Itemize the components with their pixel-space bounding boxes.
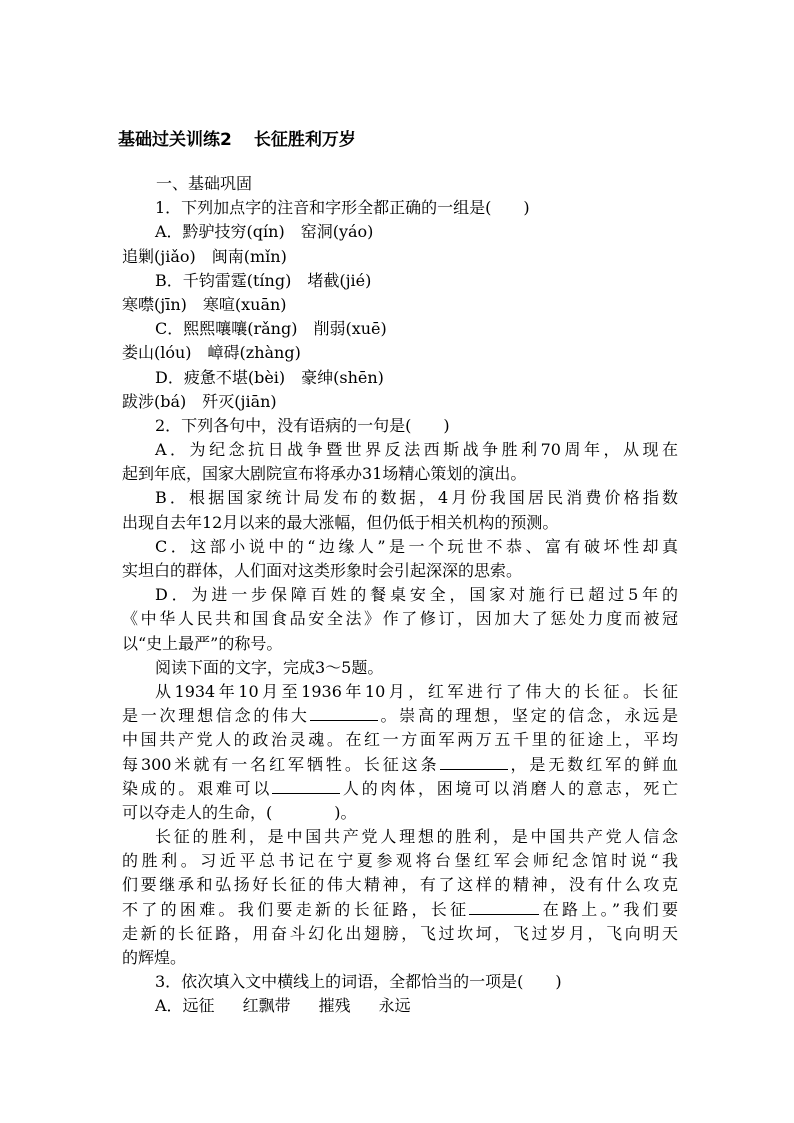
q2-option-d-line3: 以“史上最严”的称号。 <box>122 633 283 653</box>
q1-option-d-line1: D．疲惫不堪(bèi) 豪绅(shēn) <box>155 367 384 387</box>
q1-option-d-line2: 跋涉(bá) 歼灭(jiān) <box>122 391 277 411</box>
passage-text: 可以夺走人的生命，( <box>122 802 273 822</box>
title-part1: 基础过关训练2 <box>118 130 232 150</box>
reading-intro: 阅读下面的文字，完成3～5题。 <box>155 657 384 677</box>
q3-stem: 3．依次填入文中横线上的词语，全都恰当的一项是( ) <box>155 972 562 992</box>
q1-option-b-line1: B．千钧雷霆(tíng) 堵截(jié) <box>155 270 372 290</box>
q2-option-b-line1: B．根据国家统计局发布的数据，4月份我国居民消费价格指数 <box>155 488 678 508</box>
page-title <box>118 125 356 150</box>
q2-stem: 2．下列各句中，没有语病的一句是( ) <box>155 415 450 435</box>
passage-text: ，是无数红军的鲜血 <box>507 754 678 774</box>
q3-option-a-word1: A．远征 <box>155 996 215 1016</box>
q1-option-b-line2: 寒噤(jīn) 寒喧(xuān) <box>122 294 287 314</box>
passage-text: 是一次理想信念的伟大 <box>122 706 310 726</box>
q2-option-a-line2: 起到年底，国家大剧院宣布将承办31场精心策划的演出。 <box>122 464 527 484</box>
q2-option-b-line2: 出现自去年12月以来的最大涨幅，但仍低于相关机构的预测。 <box>122 512 559 532</box>
passage-text: 。崇高的理想，坚定的信念，永远是 <box>377 706 678 726</box>
section-heading: 一、基础巩固 <box>156 174 253 193</box>
passage-text: 不了的困难。我们要走新的长征路，长征 <box>122 899 470 919</box>
q3-option-a-word2: 红飘带 <box>242 996 291 1016</box>
fill-blank-4 <box>469 900 539 915</box>
passage-p2-line3: 们要继承和弘扬好长征的伟大精神，有了这样的精神，没有什么攻克 <box>122 875 678 895</box>
q1-option-c-line1: C．熙熙嚷嚷(rǎng) 削弱(xuē) <box>155 319 387 339</box>
passage-p1-line2 <box>122 704 678 728</box>
passage-p1-line4 <box>122 753 678 777</box>
passage-p2-line4 <box>122 898 678 922</box>
q3-option-a <box>122 994 678 1018</box>
document-body <box>122 172 678 1019</box>
q2-option-c-line2: 实坦白的群体，人们面对这类形象时会引起深深的思索。 <box>122 561 523 580</box>
q1-option-a-line1: A．黔驴技穷(qín) 窑洞(yáo) <box>155 222 374 242</box>
q1-stem: 1．下列加点字的注音和字形全都正确的一组是( ) <box>155 198 530 218</box>
fill-blank-3 <box>272 779 340 794</box>
q2-option-d-line2: 《中华人民共和国食品安全法》作了修订，因加大了惩处力度而被冠 <box>122 609 678 629</box>
q1-option-c-line2: 娄山(lóu) 嶂碍(zhàng) <box>122 343 301 363</box>
q2-option-d-line1: D．为进一步保障百姓的餐桌安全，国家对施行已超过5年的 <box>155 585 678 605</box>
passage-p2-line5: 走新的长征路，用奋斗幻化出翅膀，飞过坎坷，飞过岁月，飞向明天 <box>122 923 678 943</box>
fill-blank-2 <box>440 755 508 770</box>
title-part2: 长征胜利万岁 <box>253 130 356 150</box>
passage-text: 在路上。”我们要 <box>539 899 678 919</box>
passage-text: )。 <box>334 802 357 822</box>
passage-p1-line6 <box>122 801 678 825</box>
passage-p1-line5 <box>122 777 678 801</box>
q2-option-c-line1: C．这部小说中的“边缘人”是一个玩世不恭、富有破坏性却真 <box>155 536 678 556</box>
passage-text: 人的肉体，困境可以消磨人的意志，死亡 <box>340 778 678 798</box>
fill-blank-1 <box>310 706 378 721</box>
answer-blank-paren <box>272 804 334 818</box>
passage-text: 染成的。艰难可以 <box>122 778 273 798</box>
q1-option-a-line2: 追剿(jiǎo) 闽南(mǐn) <box>122 246 287 266</box>
passage-p2-line6: 的辉煌。 <box>122 948 187 967</box>
q3-option-a-word3: 摧残 <box>318 996 351 1016</box>
passage-p2-line1: 长征的胜利，是中国共产党人理想的胜利，是中国共产党人信念 <box>155 827 678 847</box>
passage-text: 每300米就有一名红军牺牲。长征这条 <box>122 754 440 774</box>
passage-p1-line3: 中国共产党人的政治灵魂。在红一方面军两万五千里的征途上，平均 <box>122 730 678 750</box>
q2-option-a-line1: A．为纪念抗日战争暨世界反法西斯战争胜利70周年，从现在 <box>155 440 678 460</box>
passage-p2-line2: 的胜利。习近平总书记在宁夏参观将台堡红军会师纪念馆时说“我 <box>122 851 678 871</box>
q3-option-a-word4: 永远 <box>378 996 411 1016</box>
passage-p1-line1: 从1934年10月至1936年10月，红军进行了伟大的长征。长征 <box>155 681 678 701</box>
